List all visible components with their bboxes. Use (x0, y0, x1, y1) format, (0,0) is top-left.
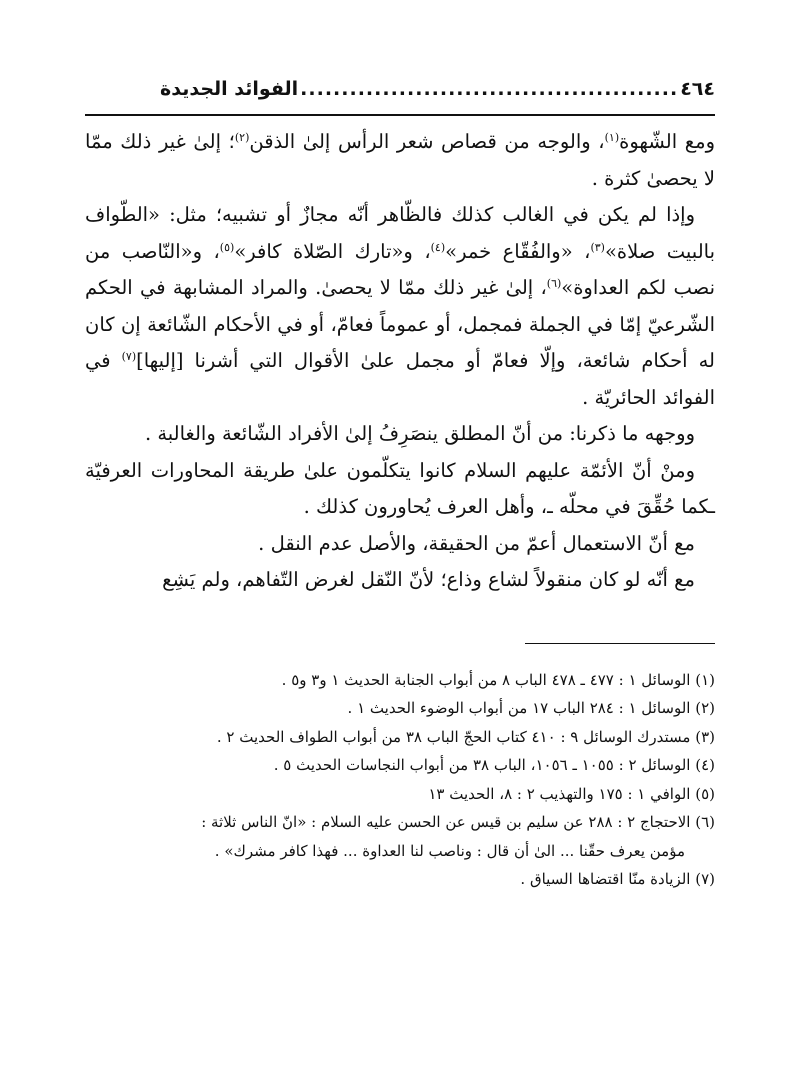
footnote-text: (٣) مستدرك الوسائل ٩ : ٤١٠ كتاب الحجّ الباب ٣٨ من أبواب الطواف الحديث ٢ . (216, 727, 715, 746)
footnote (85, 865, 715, 894)
footnote (85, 780, 715, 809)
footnote-ref: (٤) (430, 240, 446, 254)
footnote-ref: (٥) (219, 240, 235, 254)
footnote-ref: (٧) (121, 350, 137, 363)
footnote-text: (٤) الوسائل ٢ : ١٠٥٥ ـ ١٠٥٦، الباب ٣٨ من أبواب النجاسات الحديث ٥ . (273, 756, 715, 774)
footnote-ref: (٢) (234, 131, 250, 144)
main-text (85, 124, 715, 599)
footnote (85, 808, 715, 865)
footnote-text: (١) الوسائل ١ : ٤٧٧ ـ ٤٧٨ الباب ٨ من أبواب الجنابة الحديث ١ و٣ و٥ . (281, 670, 715, 689)
footnote-ref: (٣) (590, 240, 605, 254)
running-header (85, 78, 715, 116)
text-run: في الفوائد الحائريّة . (85, 349, 715, 409)
text-run: مع أنّ الاستعمال أعمّ من الحقيقة، والأصل عدم النقل . (258, 531, 695, 555)
paragraph (85, 124, 715, 197)
text-run: مع أنّه لو كان منقولاً لشاع وذاع؛ لأنّ النّقل لغرض التّفاهم، ولم يَشِع (162, 568, 695, 591)
text-run: ، والوجه من قصاص شعر الرأس إلىٰ الذقن (249, 130, 605, 153)
footnote (85, 751, 715, 780)
footnote-ref: (١) (604, 131, 620, 144)
text-run: ومنْ أنّ الأئمّة عليهم السلام كانوا يتكلّمون علىٰ طريقة المحاورات العرفيّة ـكما حُقِّقَ في محلّه ـ، وأهل العرف يُحاورون كذلك . (85, 458, 715, 518)
text-run: ووجهه ما ذكرنا: من أنّ المطلق ينصَرِفُ إلىٰ الأفراد الشّائعة والغالبة . (144, 422, 695, 445)
footnote-text: (٦) الاحتجاج ٢ : ٢٨٨ عن سليم بن قيس عن الحسن عليه السلام : «انّ الناس ثلاثة : (201, 813, 715, 831)
footnote (85, 723, 715, 752)
footnote-text: (٥) الوافي ١ : ١٧٥ والتهذيب ٢ : ٨، الحديث ١٣ (428, 784, 715, 803)
text-run: ، و«تارك الصّلاة كافر» (234, 239, 431, 263)
text-run: ومع الشّهوة (619, 130, 715, 153)
text-run: ، «والفُقّاع خمر» (445, 239, 591, 263)
paragraph (85, 562, 715, 599)
paragraph (85, 453, 715, 526)
paragraph (85, 416, 715, 453)
text-run: وإذا لم يكن في الغالب كذلك فالظّاهر أنّه مجازٌ أو تشبيه؛ مثل: «الطّواف بالبيت صلاة» (85, 203, 716, 263)
header-leader-dots: .............................................. (300, 78, 679, 100)
text-run: ، إلىٰ غير ذلك ممّا لا يحصىٰ. والمراد المشابهة في الحكم الشّرعيّ إمّا في الجملة فمجمل، أو عموماً فعامّ، أو في الأحكام الشّائعة إن كان له أحكام شائعة، وإلّا فعامّ أو مجمل علىٰ الأقوال التي أشرنا [إليها] (85, 276, 715, 372)
text-run: ؛ إلىٰ غير ذلك ممّا لا يحصىٰ كثرة . (85, 130, 715, 190)
footnotes (85, 666, 715, 894)
footnote-separator (525, 643, 715, 644)
paragraph (85, 197, 715, 416)
footnote-text: (٢) الوسائل ١ : ٢٨٤ الباب ١٧ من أبواب الوضوء الحديث ١ . (347, 699, 715, 717)
footnote-text: (٧) الزيادة منّا اقتضاها السياق . (520, 870, 715, 888)
paragraph (85, 526, 715, 563)
book-page (85, 78, 715, 1078)
text-run: ، و«النّاصب من نصب لكم العداوة» (85, 239, 715, 299)
footnote (85, 666, 715, 695)
footnote-ref: (٦) (546, 277, 562, 290)
page-number: ٤٦٤ (680, 78, 715, 100)
footnote-continuation: مؤمن يعرف حقّنا ... الىٰ أن قال : وناصب لنا العداوة ... فهذا كافر مشرك» . (214, 841, 685, 860)
book-title: الفوائد الجديدة (160, 78, 299, 100)
footnote (85, 694, 715, 723)
